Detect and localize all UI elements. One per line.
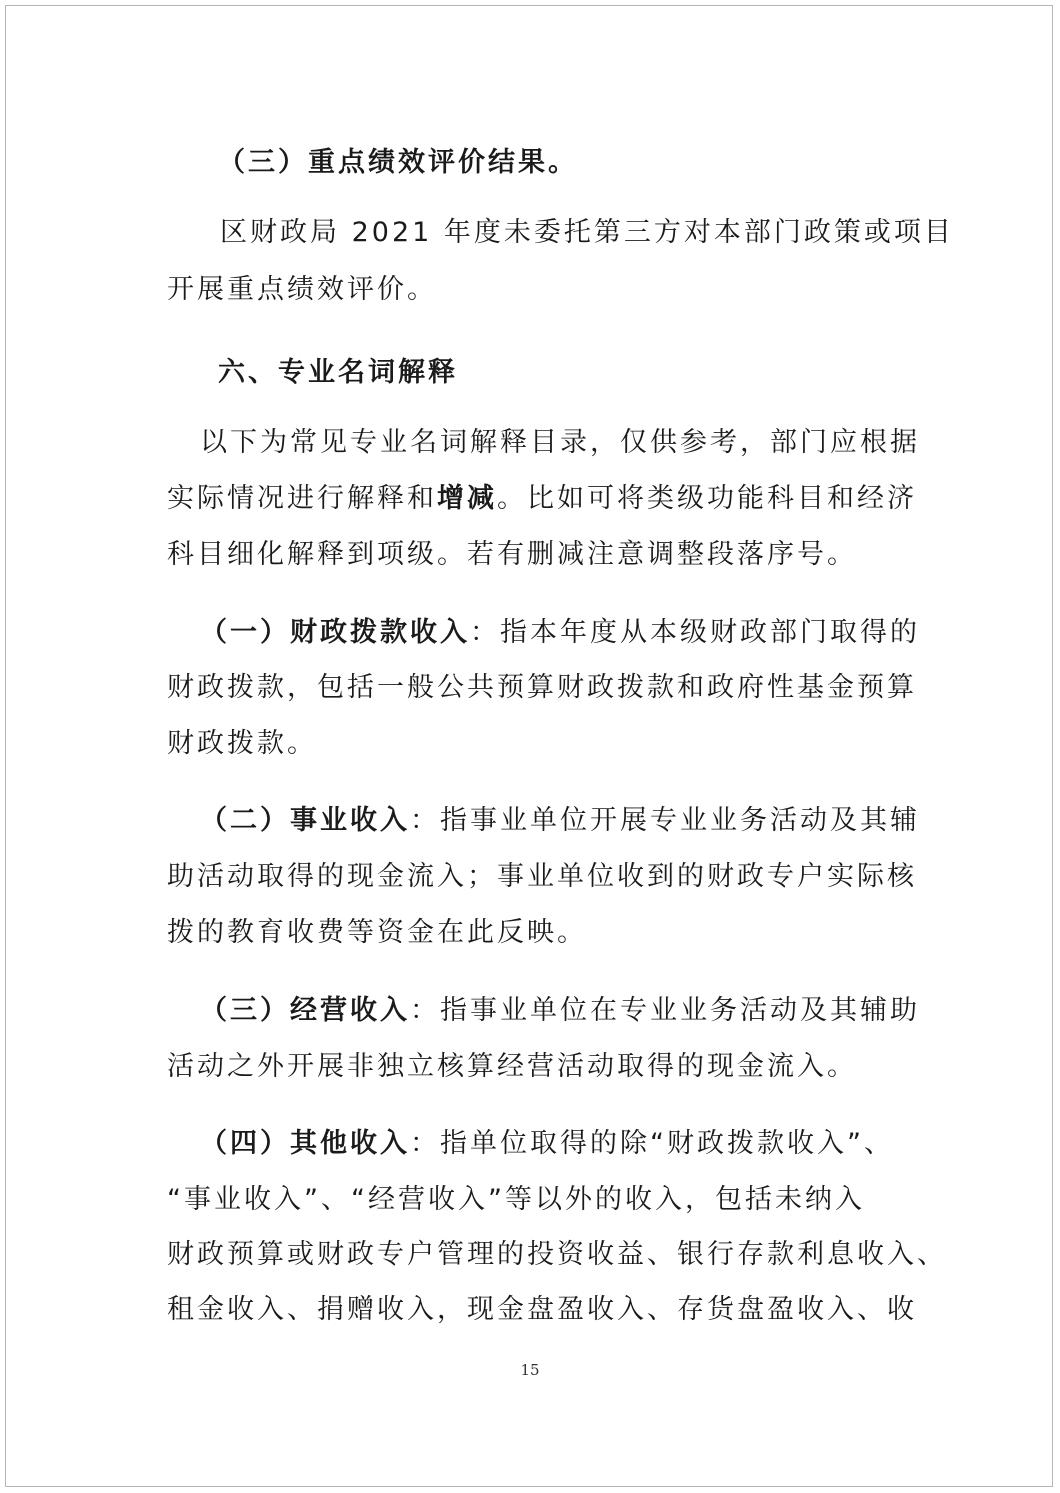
- term-name: （一）财政拨款收入: [200, 617, 470, 648]
- section-heading-performance-results: （三）重点绩效评价结果。: [218, 147, 578, 178]
- term-definition: ：指事业单位在专业业务活动及其辅助: [410, 995, 920, 1026]
- paragraph-line: 区财政局 2021 年度未委托第三方对本部门政策或项目: [220, 217, 954, 248]
- text-segment: 。比如可将类级功能科目和经济: [497, 483, 917, 514]
- term-definition: ：指单位取得的除“财政拨款收入”、: [410, 1128, 894, 1159]
- paragraph-line: [167, 481, 917, 517]
- paragraph-line: 助活动取得的现金流入；事业单位收到的财政专户实际核: [167, 861, 917, 892]
- paragraph-line: 财政预算或财政专户管理的投资收益、银行存款利息收入、: [167, 1239, 947, 1270]
- text-segment: 实际情况进行解释和: [167, 483, 437, 514]
- paragraph-line: 开展重点绩效评价。: [167, 274, 437, 305]
- paragraph-line: 租金收入、捐赠收入，现金盘盈收入、存货盘盈收入、收: [167, 1294, 917, 1325]
- term-entry-first-line: [200, 1126, 894, 1162]
- paragraph-line: 以下为常见专业名词解释目录，仅供参考，部门应根据: [200, 427, 920, 458]
- paragraph-line: 活动之外开展非独立核算经营活动取得的现金流入。: [167, 1051, 857, 1082]
- paragraph-line: 财政拨款。: [167, 728, 317, 759]
- paragraph-line: “事业收入”、“经营收入”等以外的收入，包括未纳入: [167, 1184, 865, 1215]
- paragraph-line: 科目细化解释到项级。若有删减注意调整段落序号。: [167, 539, 857, 570]
- term-entry-first-line: [200, 803, 920, 839]
- term-name: （四）其他收入: [200, 1128, 410, 1159]
- section-heading-terms: 六、专业名词解释: [218, 357, 458, 388]
- paragraph-line: 财政拨款，包括一般公共预算财政拨款和政府性基金预算: [167, 672, 917, 703]
- page-number: 15: [520, 1361, 540, 1379]
- term-entry-first-line: [200, 615, 920, 651]
- term-name: （二）事业收入: [200, 805, 410, 836]
- paragraph-line: 拨的教育收费等资金在此反映。: [167, 917, 587, 948]
- bold-text-segment: 增减: [437, 483, 497, 514]
- term-name: （三）经营收入: [200, 995, 410, 1026]
- term-definition: ：指本年度从本级财政部门取得的: [470, 617, 920, 648]
- term-entry-first-line: [200, 993, 920, 1029]
- term-definition: ：指事业单位开展专业业务活动及其辅: [410, 805, 920, 836]
